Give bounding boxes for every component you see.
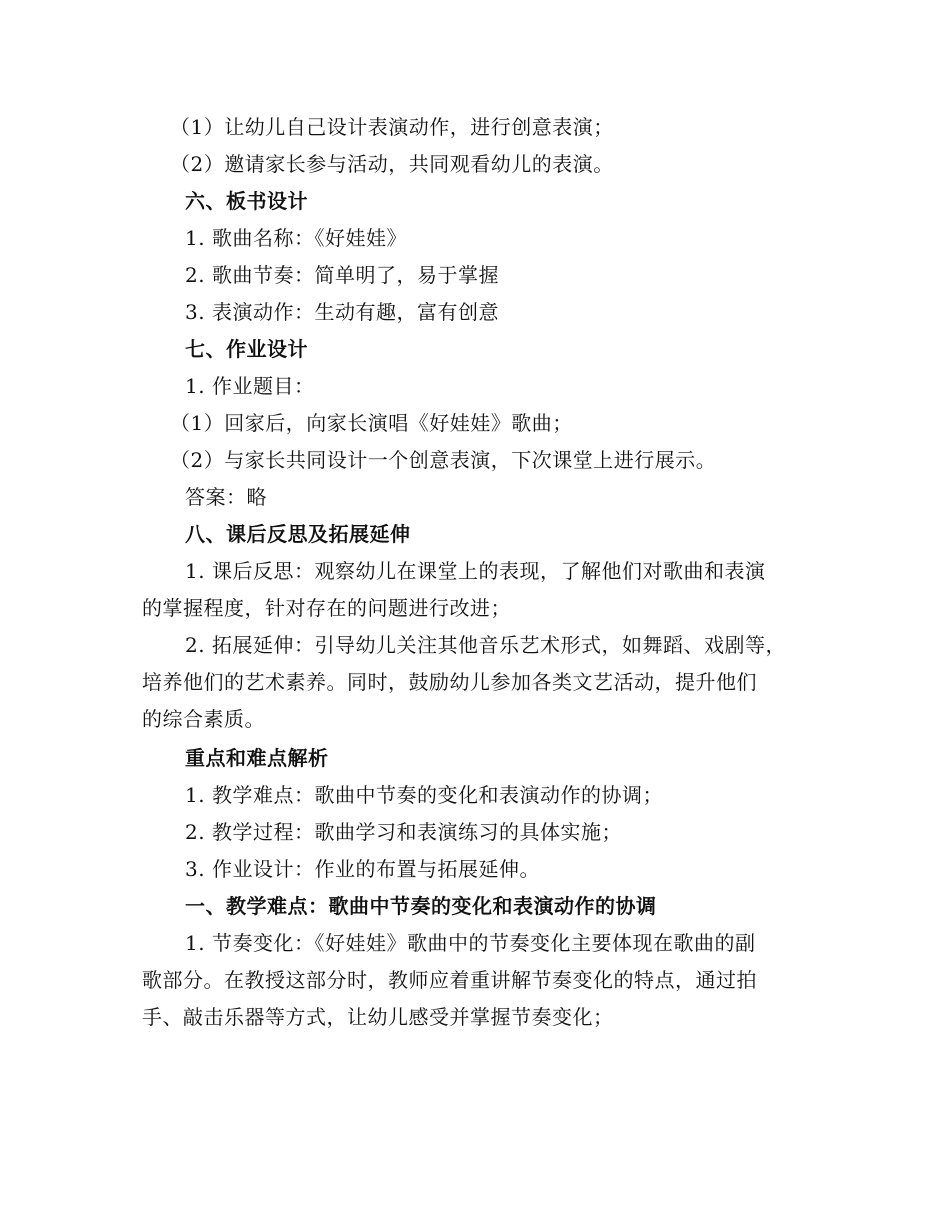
list-item: （1）回家后，向家长演唱《好娃娃》歌曲； — [170, 411, 573, 435]
list-item: 2. 歌曲节奏：简单明了，易于掌握 — [185, 263, 499, 287]
paragraph: 答案：略 — [185, 485, 267, 509]
section-heading: 七、作业设计 — [185, 337, 308, 361]
list-item: （1）让幼儿自己设计表演动作，进行创意表演； — [170, 115, 614, 139]
paragraph-continuation: 的掌握程度，针对存在的问题进行改进； — [142, 596, 511, 620]
section-heading: 八、课后反思及拓展延伸 — [185, 522, 411, 546]
paragraph-continuation: 的综合素质。 — [142, 707, 265, 731]
paragraph: 2. 拓展延伸：引导幼儿关注其他音乐艺术形式，如舞蹈、戏剧等， — [185, 633, 786, 657]
list-item: 1. 歌曲名称：《好娃娃》 — [185, 226, 407, 250]
section-heading: 重点和难点解析 — [185, 746, 329, 770]
section-heading: 六、板书设计 — [185, 189, 308, 213]
list-item: 3. 作业设计：作业的布置与拓展延伸。 — [185, 857, 540, 881]
list-item: 3. 表演动作：生动有趣，富有创意 — [185, 300, 499, 324]
paragraph-continuation: 培养他们的艺术素养。同时，鼓励幼儿参加各类文艺活动，提升他们 — [142, 670, 757, 694]
paragraph: 1. 课后反思：观察幼儿在课堂上的表现，了解他们对歌曲和表演 — [185, 559, 766, 583]
paragraph: 1. 节奏变化：《好娃娃》歌曲中的节奏变化主要体现在歌曲的副 — [185, 931, 756, 955]
list-item: （2）与家长共同设计一个创意表演，下次课堂上进行展示。 — [170, 448, 717, 472]
paragraph-continuation: 手、敲击乐器等方式，让幼儿感受并掌握节奏变化； — [142, 1005, 614, 1029]
paragraph-continuation: 歌部分。在教授这部分时，教师应着重讲解节奏变化的特点，通过拍 — [142, 968, 757, 992]
list-item: 2. 教学过程：歌曲学习和表演练习的具体实施； — [185, 820, 622, 844]
section-heading: 一、教学难点：歌曲中节奏的变化和表演动作的协调 — [185, 894, 657, 918]
list-item: 1. 作业题目： — [185, 374, 315, 398]
list-item: 1. 教学难点：歌曲中节奏的变化和表演动作的协调； — [185, 783, 663, 807]
list-item: （2）邀请家长参与活动，共同观看幼儿的表演。 — [170, 152, 614, 176]
